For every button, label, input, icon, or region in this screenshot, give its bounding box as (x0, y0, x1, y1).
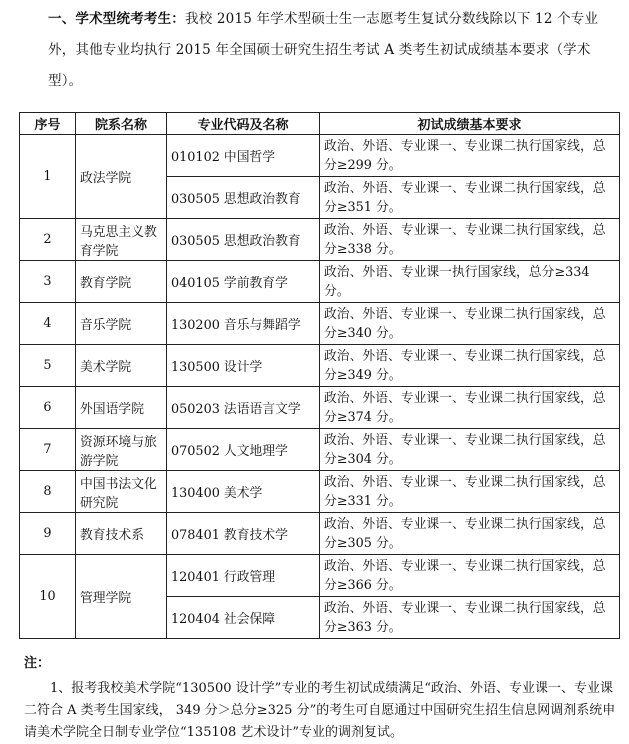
table-row (20, 219, 620, 261)
cell-major: 050203 法语语言文学 (167, 387, 320, 429)
cell-requirement: 政治、外语、专业课一、专业课二执行国家线，总分≥349 分。 (320, 345, 620, 387)
table-header-row (20, 113, 620, 135)
table-row (20, 303, 620, 345)
cell-requirement: 政治、外语、专业课一、专业课二执行国家线，总分≥331 分。 (320, 471, 620, 513)
cell-major: 030505 思想政治教育 (167, 177, 320, 219)
header-dept: 院系名称 (76, 113, 167, 135)
cell-dept: 外国语学院 (76, 387, 167, 429)
cell-major: 010102 中国哲学 (167, 135, 320, 177)
table-row (20, 135, 620, 177)
cell-major: 120401 行政管理 (167, 555, 320, 597)
cell-major: 040105 学前教育学 (167, 261, 320, 303)
note-section (24, 652, 616, 744)
cell-dept: 管理学院 (76, 555, 167, 639)
intro-paragraph (24, 4, 616, 97)
intro-text: 我校 2015 年学术型硕士生一志愿考生复试分数线除以下 12 个专业外，其他专业均执行 2015 年全国硕士研究生招生考试 A 类考生初试成绩基本要求（学术型）。 (48, 11, 599, 89)
cell-dept: 政法学院 (76, 135, 167, 219)
cell-no: 10 (20, 555, 76, 639)
table-row (20, 345, 620, 387)
cell-dept: 中国书法文化研究院 (76, 471, 167, 513)
score-requirements-table (19, 112, 620, 639)
cell-requirement: 政治、外语、专业课一、专业课二执行国家线，总分≥351 分。 (320, 177, 620, 219)
cell-requirement: 政治、外语、专业课一、专业课二执行国家线，总分≥304 分。 (320, 429, 620, 471)
cell-requirement: 政治、外语、专业课一、专业课二执行国家线，总分≥363 分。 (320, 597, 620, 639)
cell-requirement: 政治、外语、专业课一、专业课二执行国家线，总分≥299 分。 (320, 135, 620, 177)
table-row (20, 513, 620, 555)
cell-dept: 音乐学院 (76, 303, 167, 345)
cell-dept: 教育学院 (76, 261, 167, 303)
note-label: 注： (24, 656, 51, 671)
cell-requirement: 政治、外语、专业课一、专业课二执行国家线，总分≥366 分。 (320, 555, 620, 597)
table-row (20, 261, 620, 303)
table-row (20, 429, 620, 471)
cell-no: 7 (20, 429, 76, 471)
cell-requirement: 政治、外语、专业课一、专业课二执行国家线，总分≥374 分。 (320, 387, 620, 429)
cell-no: 9 (20, 513, 76, 555)
cell-major: 030505 思想政治教育 (167, 219, 320, 261)
cell-no: 1 (20, 135, 76, 219)
cell-no: 2 (20, 219, 76, 261)
cell-major: 130200 音乐与舞蹈学 (167, 303, 320, 345)
cell-dept: 美术学院 (76, 345, 167, 387)
cell-no: 3 (20, 261, 76, 303)
cell-no: 5 (20, 345, 76, 387)
cell-requirement: 政治、外语、专业课一、专业课二执行国家线，总分≥340 分。 (320, 303, 620, 345)
cell-major: 078401 教育技术学 (167, 513, 320, 555)
cell-dept: 马克思主义教育学院 (76, 219, 167, 261)
cell-dept: 资源环境与旅游学院 (76, 429, 167, 471)
table-row (20, 471, 620, 513)
table-body (20, 135, 620, 639)
cell-no: 6 (20, 387, 76, 429)
header-major: 专业代码及名称 (167, 113, 320, 135)
table-row (20, 555, 620, 597)
cell-requirement: 政治、外语、专业课一执行国家线，总分≥334 分。 (320, 261, 620, 303)
cell-major: 070502 人文地理学 (167, 429, 320, 471)
note-text: 1、报考我校美术学院“130500 设计学”专业的考生初试成绩满足“政治、外语、专业课一、专业课二符合 A 类考生国家线， 349 分＞总分≥325 分”的考生可自愿通过中国研究生招生信息网调剂系统申请美术学院全日制专业学位“135108 艺术设计”专业的调剂复试。 (24, 681, 616, 740)
cell-major: 130500 设计学 (167, 345, 320, 387)
cell-no: 8 (20, 471, 76, 513)
header-requirement: 初试成绩基本要求 (320, 113, 620, 135)
header-no: 序号 (20, 113, 76, 135)
cell-requirement: 政治、外语、专业课一、专业课二执行国家线，总分≥305 分。 (320, 513, 620, 555)
intro-lead: 一、学术型统考考生： (48, 11, 185, 27)
table-row (20, 387, 620, 429)
cell-requirement: 政治、外语、专业课一、专业课二执行国家线，总分≥338 分。 (320, 219, 620, 261)
cell-major: 120404 社会保障 (167, 597, 320, 639)
cell-dept: 教育技术系 (76, 513, 167, 555)
cell-no: 4 (20, 303, 76, 345)
cell-major: 130400 美术学 (167, 471, 320, 513)
